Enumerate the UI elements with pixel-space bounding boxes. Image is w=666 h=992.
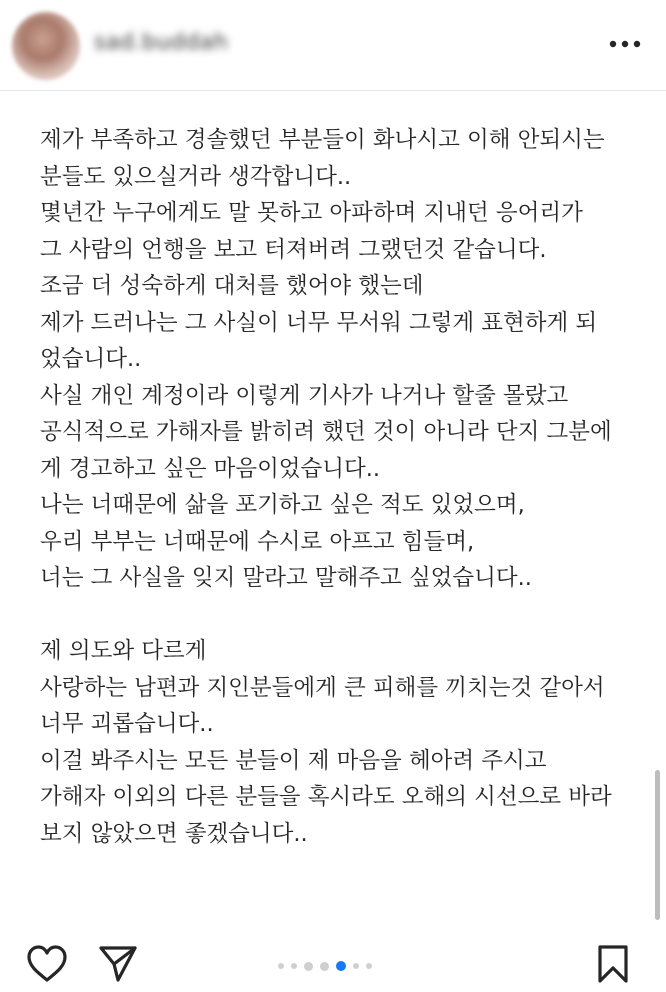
caption-line: 사실 개인 계정이라 이렇게 기사가 나거나 할줄 몰랐고 [40, 382, 569, 409]
carousel-dot [353, 963, 359, 969]
heart-icon[interactable] [26, 944, 68, 984]
caption-line: 공식적으로 가해자를 밝히려 했던 것이 아니라 단지 그분에 [40, 419, 612, 445]
carousel-dot [278, 963, 284, 969]
post-caption [40, 122, 640, 852]
caption-line: 게 경고하고 싶은 마음이었습니다.. [40, 455, 381, 482]
username[interactable]: sad.buddah [94, 30, 229, 55]
avatar[interactable] [12, 12, 80, 80]
caption-line: 사랑하는 남편과 지인분들에게 큰 피해를 끼치는것 같아서 [40, 674, 605, 701]
carousel-dot [366, 963, 372, 969]
bookmark-icon[interactable] [596, 944, 630, 984]
caption-line: 너무 괴롭습니다.. [40, 711, 214, 737]
caption-line: 제 의도와 다르게 [40, 638, 207, 664]
caption-line: 이걸 봐주시는 모든 분들이 제 마음을 헤아려 주시고 [40, 747, 547, 774]
carousel-dot [320, 962, 329, 971]
caption-line: 가해자 이외의 다른 분들을 혹시라도 오해의 시선으로 바라 [40, 784, 612, 810]
caption-line: 몇년간 누구에게도 말 못하고 아파하며 지내던 응어리가 [40, 200, 583, 226]
caption-line: 제가 드러나는 그 사실이 너무 무서워 그렇게 표현하게 되 [40, 309, 598, 336]
post-actions [0, 930, 666, 992]
caption-blank-line [40, 597, 640, 634]
caption-line: 제가 부족하고 경솔했던 부분들이 화나시고 이해 안되시는 [40, 127, 605, 153]
caption-line: 었습니다.. [40, 346, 142, 372]
send-icon[interactable] [98, 944, 138, 984]
carousel-indicator [278, 961, 372, 971]
carousel-dot [304, 962, 313, 971]
caption-line: 분들도 있으실거라 생각합니다.. [40, 163, 352, 190]
more-options-icon[interactable] [608, 32, 642, 56]
carousel-dot [291, 963, 297, 969]
caption-line: 우리 부부는 너때문에 수시로 아프고 힘들며, [40, 528, 475, 555]
caption-line: 나는 너때문에 삶을 포기하고 싶은 적도 있었으며, [40, 492, 525, 518]
carousel-dot-active [336, 961, 346, 971]
caption-line: 너는 그 사실을 잊지 말라고 말해주고 싶었습니다.. [40, 565, 532, 591]
post-header [0, 0, 666, 91]
caption-line: 보지 않았으면 좋겠습니다.. [40, 820, 308, 847]
caption-line: 그 사람의 언행을 보고 터져버려 그랬던것 같습니다. [40, 236, 547, 263]
caption-line: 조금 더 성숙하게 대처를 했어야 했는데 [40, 273, 424, 299]
scrollbar[interactable] [655, 770, 660, 920]
